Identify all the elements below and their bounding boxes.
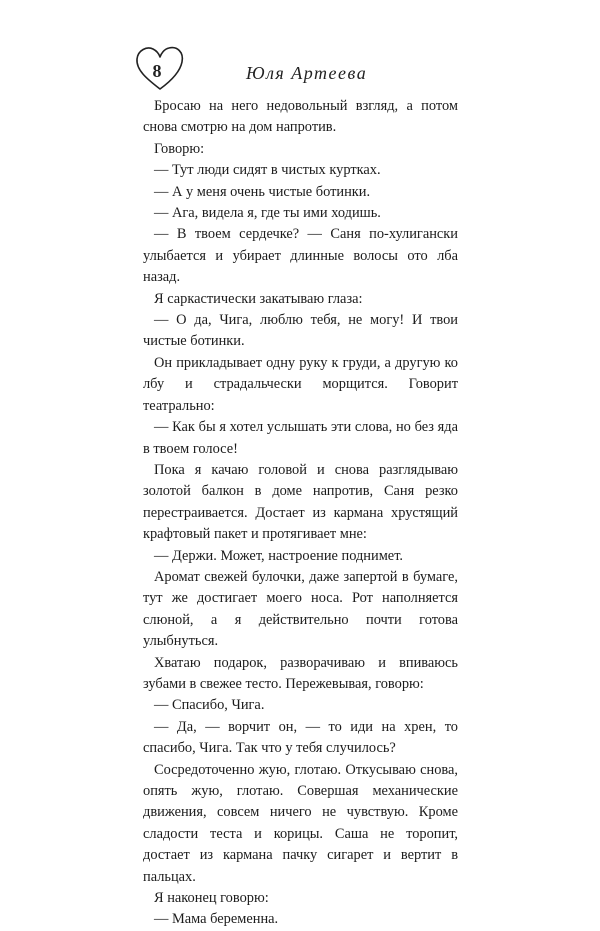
dialogue-line: — Мама беременна. <box>154 911 279 928</box>
dialogue-line: — В твоем сердечке? — Саня по-хулигански улыбается и убирает длинные волосы ото лба назад. <box>143 226 458 286</box>
paragraph: Говорю: <box>154 140 205 157</box>
running-head-author: Юля Артеева <box>246 63 368 83</box>
dialogue-line: — О да, Чига, люблю тебя, не могу! И твои чистые ботинки. <box>143 312 458 350</box>
paragraph: Я саркастически закатываю глаза: <box>154 290 363 307</box>
body-text <box>143 96 458 931</box>
dialogue-line: — Тут люди сидят в чистых куртках. <box>154 162 381 179</box>
page-number: 8 <box>152 61 162 81</box>
dialogue-line: — Как бы я хотел услышать эти слова, но без яда в твоем голосе! <box>143 419 458 457</box>
paragraph: Бросаю на него недовольный взгляд, а потом снова смотрю на дом напротив. <box>143 98 458 136</box>
paragraph: Пока я качаю головой и снова разглядываю золотой балкон в доме напротив, Саня резко перестраивается. Достает из кармана хрустящий крафтовый пакет и протягивает мне: <box>143 461 458 543</box>
paragraph: Аромат свежей булочки, даже запертой в бумаге, тут же достигает моего носа. Рот наполняется слюной, а я действительно почти готова улыбнуться. <box>143 568 458 650</box>
paragraph: Хватаю подарок, разворачиваю и впиваюсь зубами в свежее тесто. Пережевывая, говорю: <box>143 654 458 692</box>
paragraph: Он прикладывает одну руку к груди, а другую ко лбу и страдальчески морщится. Говорит театрально: <box>143 354 458 414</box>
paragraph: Я наконец говорю: <box>154 890 269 907</box>
page-header <box>0 0 600 100</box>
dialogue-line: — Ага, видела я, где ты ими ходишь. <box>154 205 381 222</box>
paragraph: Сосредоточенно жую, глотаю. Откусываю снова, опять жую, глотаю. Совершая механические движения, совсем ничего не чувствую. Кроме сладости теста и корицы. Саша не торопит, достает из кармана пачку сигарет и вертит в пальцах. <box>143 761 458 885</box>
dialogue-line: — Держи. Может, настроение поднимет. <box>154 547 404 564</box>
dialogue-line: — Спасибо, Чига. <box>154 697 265 714</box>
dialogue-line: — Да, — ворчит он, — то иди на хрен, то спасибо, Чига. Так что у тебя случилось? <box>143 718 458 757</box>
dialogue-line: — А у меня очень чистые ботинки. <box>154 183 371 200</box>
